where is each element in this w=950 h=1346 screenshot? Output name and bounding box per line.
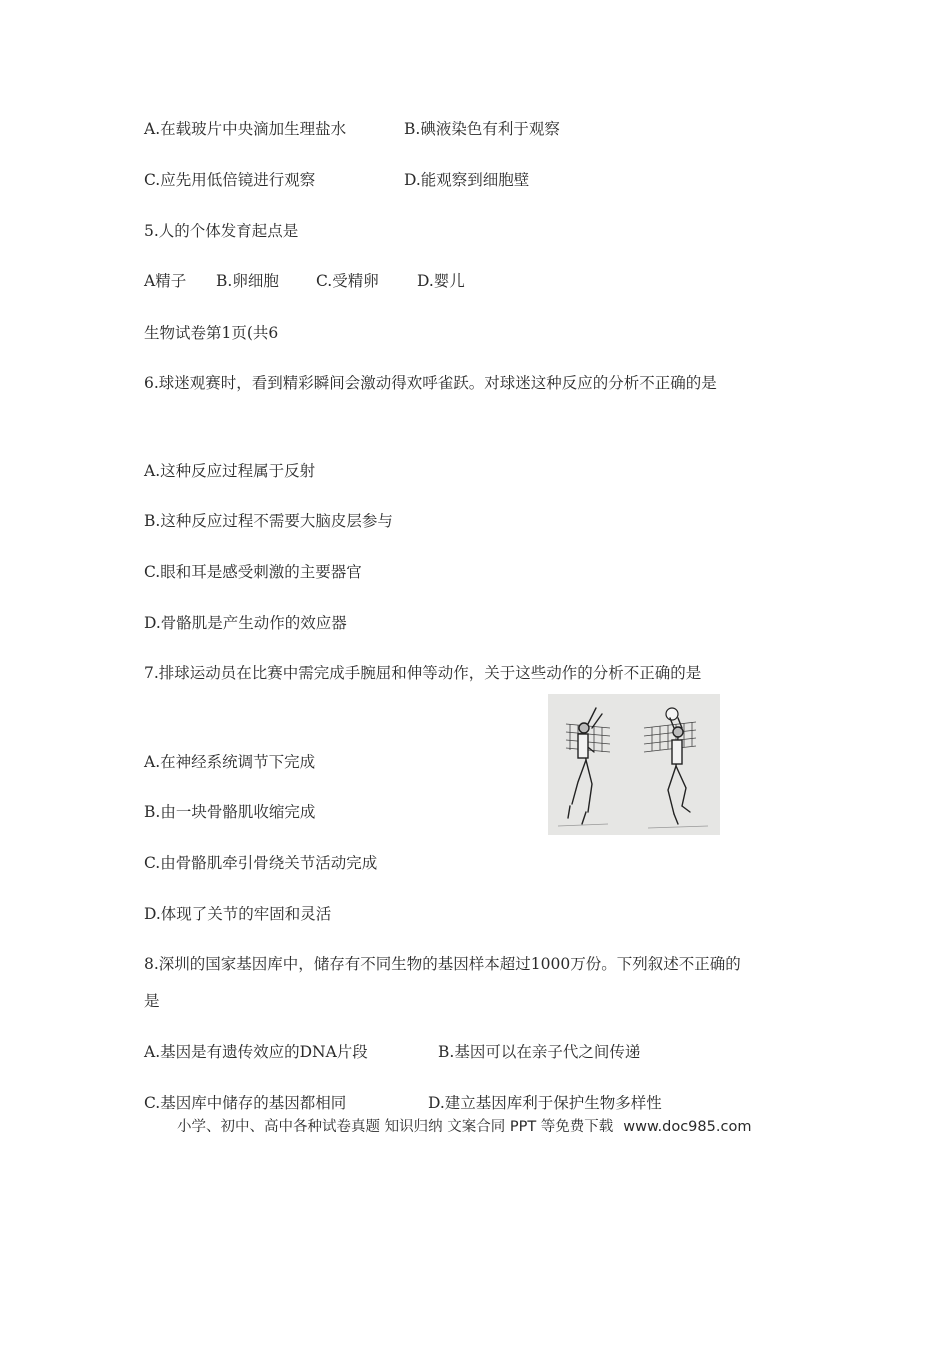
q7-option-a: A.在神经系统调节下完成 xyxy=(144,753,316,771)
q8-option-a: A.基因是有遗传效应的DNA片段 xyxy=(144,1043,368,1061)
q4-options-row1 xyxy=(144,118,560,140)
q8-options-row1 xyxy=(144,1041,641,1063)
page-note: 生物试卷第1页(共6 xyxy=(144,324,279,342)
q8-stem-line2: 是 xyxy=(144,992,160,1010)
q4-options-row2 xyxy=(144,169,530,191)
q6-option-a: A.这种反应过程属于反射 xyxy=(144,462,316,480)
q7-option-c: C.由骨骼肌牵引骨绕关节活动完成 xyxy=(144,854,378,872)
q4-option-a: A.在载玻片中央滴加生理盐水 xyxy=(144,120,347,138)
q5-option-b: B.卵细胞 xyxy=(216,272,279,290)
volleyball-players-figure xyxy=(548,694,720,835)
q8-option-d: D.建立基因库利于保护生物多样性 xyxy=(428,1094,662,1112)
q8-stem-line1: 8.深圳的国家基因库中，储存有不同生物的基因样本超过1000万份。下列叙述不正确的 xyxy=(144,955,741,973)
q5-option-a: A精子 xyxy=(144,272,187,290)
q5-option-c: C.受精卵 xyxy=(316,272,379,290)
q4-option-c: C.应先用低倍镜进行观察 xyxy=(144,171,316,189)
footer-text: 小学、初中、高中各种试卷真题 知识归纳 文案合同 PPT 等免费下载 xyxy=(177,1119,614,1135)
q6-option-b: B.这种反应过程不需要大脑皮层参与 xyxy=(144,512,393,530)
q6-option-c: C.眼和耳是感受刺激的主要器官 xyxy=(144,563,362,581)
q6-option-d: D.骨骼肌是产生动作的效应器 xyxy=(144,614,347,632)
q8-option-c: C.基因库中储存的基因都相同 xyxy=(144,1094,347,1112)
q8-option-b: B.基因可以在亲子代之间传递 xyxy=(438,1043,641,1061)
q7-stem: 7.排球运动员在比赛中需完成手腕屈和伸等动作，关于这些动作的分析不正确的是 xyxy=(144,664,702,682)
volleyball-players-illustration xyxy=(548,694,720,835)
q7-option-d: D.体现了关节的牢固和灵活 xyxy=(144,905,332,923)
q7-option-b: B.由一块骨骼肌收缩完成 xyxy=(144,803,316,821)
q8-options-row2 xyxy=(144,1092,662,1114)
q4-option-b: B.碘液染色有利于观察 xyxy=(404,120,560,138)
q5-stem: 5.人的个体发育起点是 xyxy=(144,222,299,240)
q5-option-d: D.婴儿 xyxy=(417,272,465,290)
footer-banner xyxy=(177,1116,751,1138)
q4-option-d: D.能观察到细胞壁 xyxy=(404,171,530,189)
footer-site-link[interactable]: www.doc985.com xyxy=(623,1119,752,1135)
q6-stem: 6.球迷观赛时，看到精彩瞬间会激动得欢呼雀跃。对球迷这种反应的分析不正确的是 xyxy=(144,374,717,392)
q5-options xyxy=(144,270,465,292)
